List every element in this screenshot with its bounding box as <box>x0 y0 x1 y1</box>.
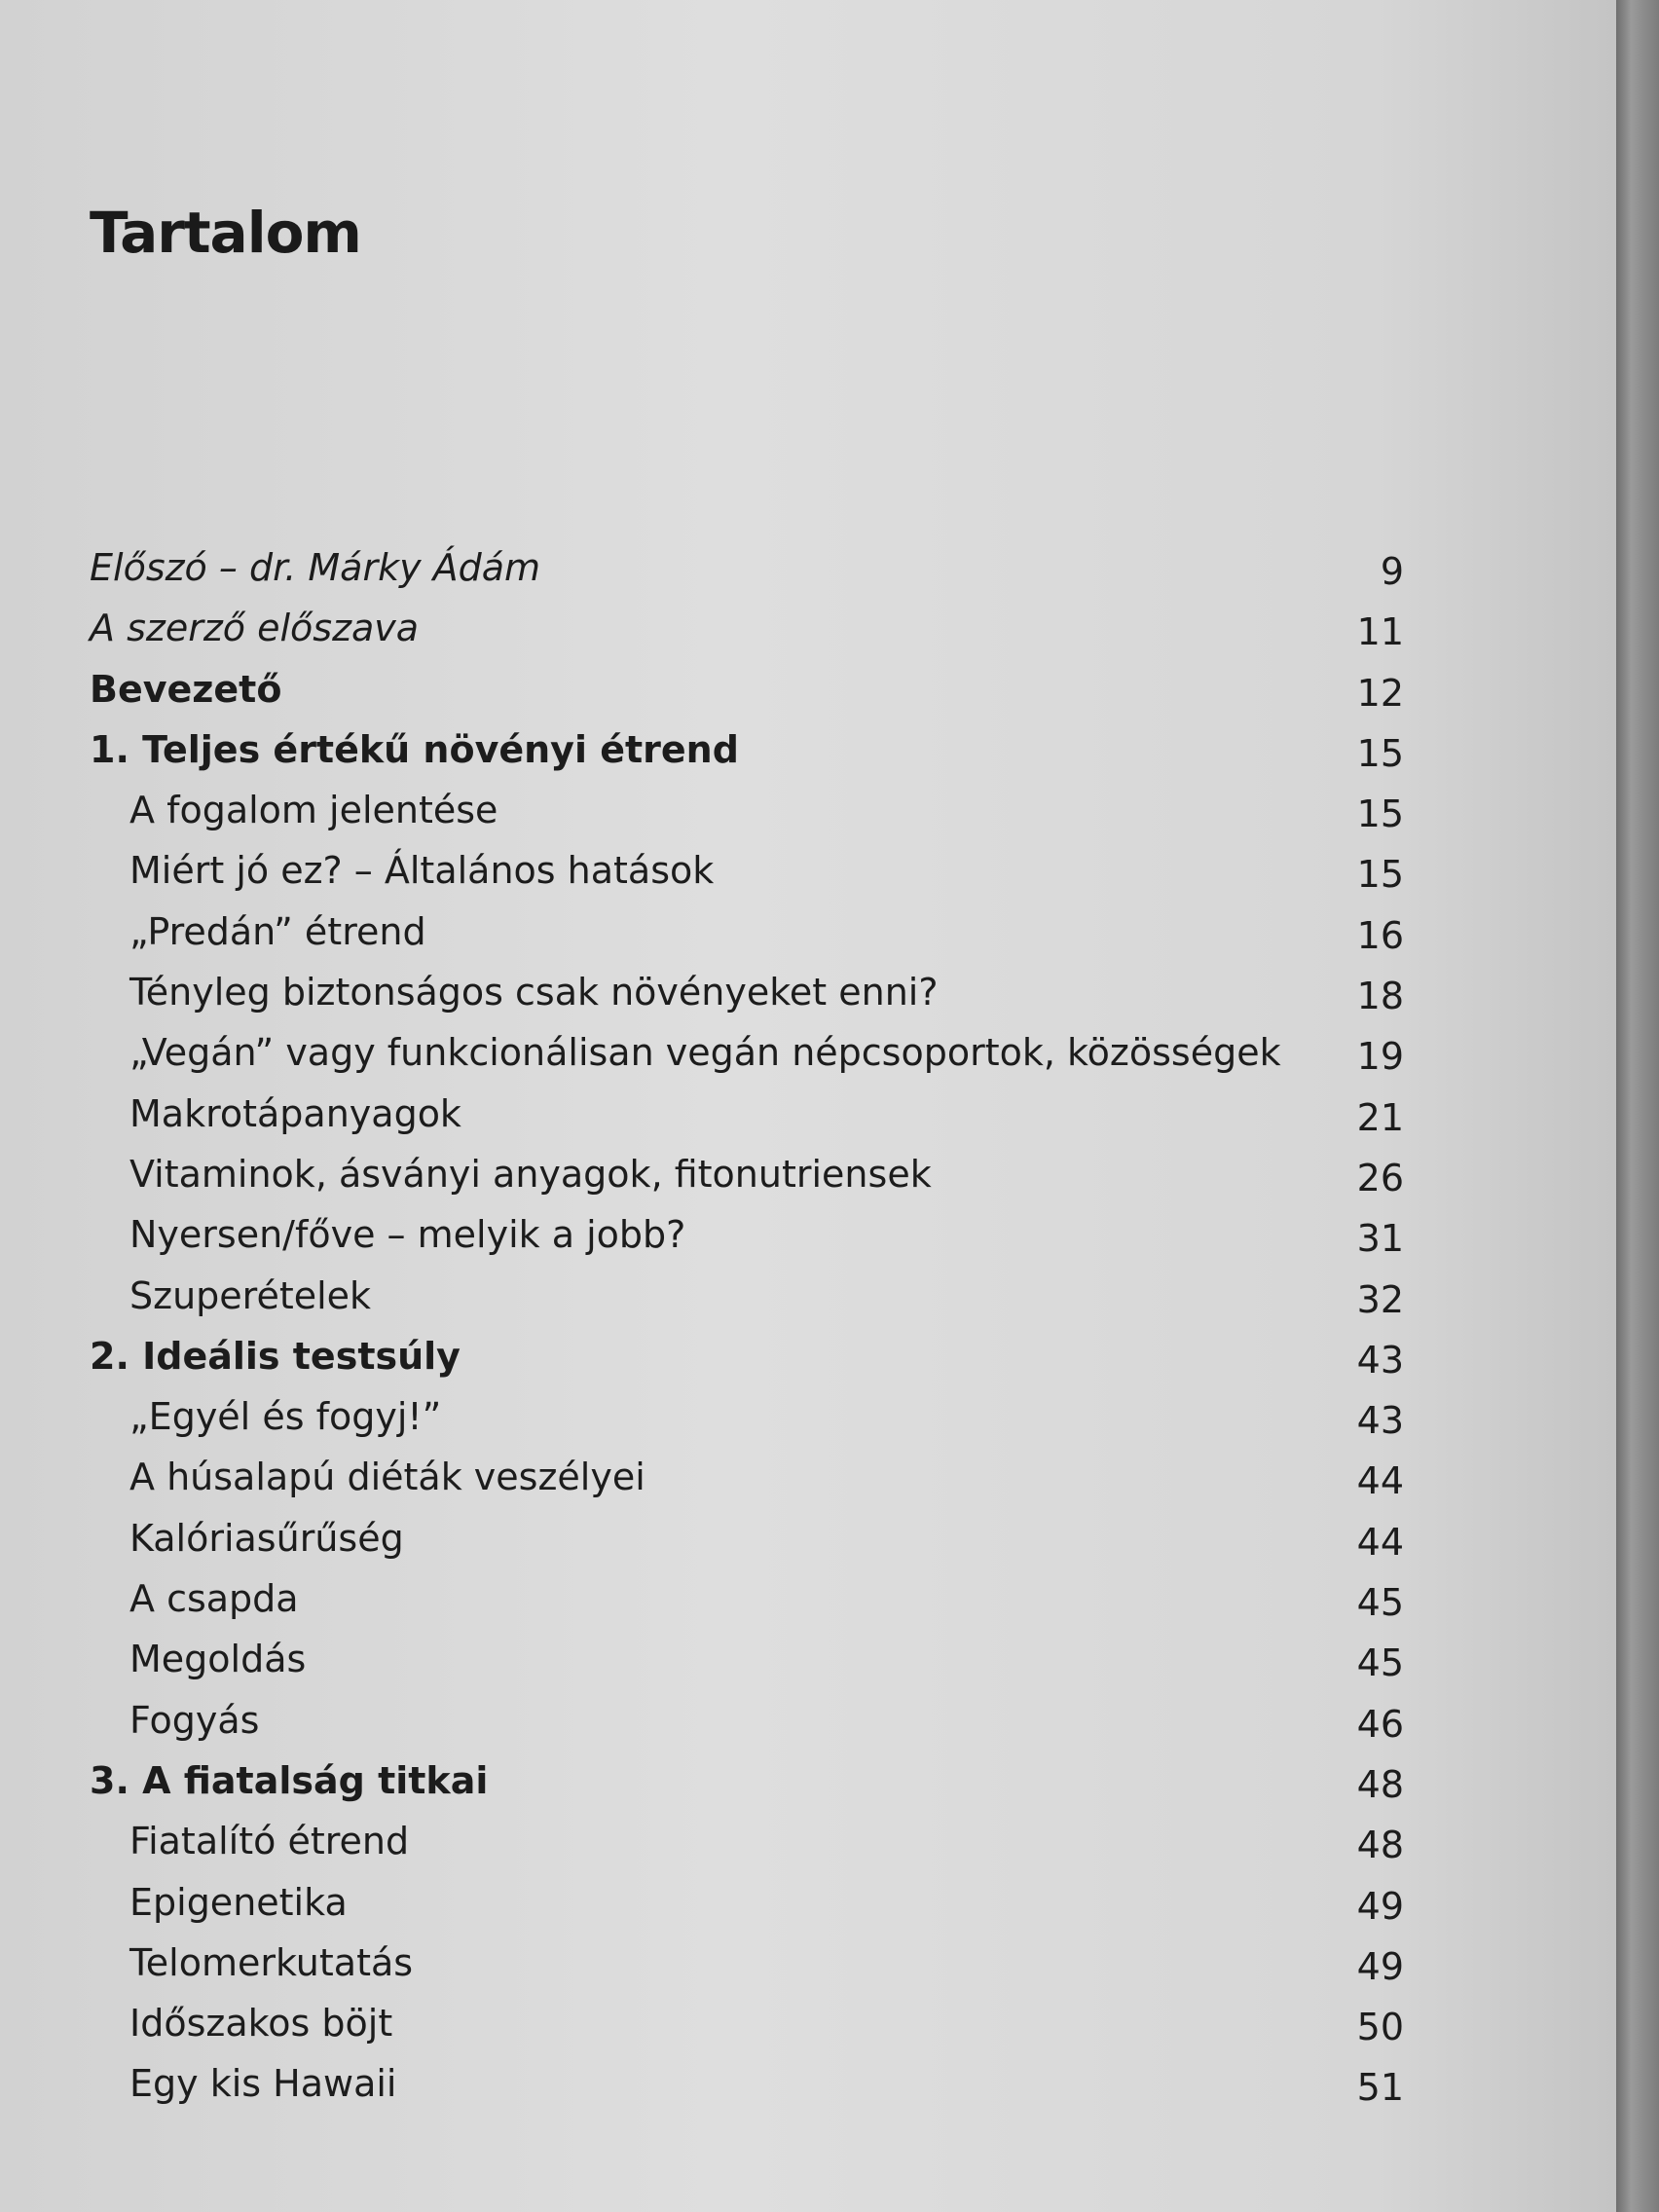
toc-entry-title: Vitaminok, ásványi anyagok, fitonutriensek <box>129 1152 932 1196</box>
toc-entry-page-number: 31 <box>1356 1217 1404 1261</box>
toc-entry-title: 3. A fiatalság titkai <box>90 1758 489 1802</box>
toc-entry-title: Fiatalító étrend <box>129 1820 410 1863</box>
toc-entry-page-number: 44 <box>1356 1459 1404 1503</box>
toc-entry-page-number: 51 <box>1356 2066 1404 2110</box>
toc-entry-title: 1. Teljes értékű növényi étrend <box>90 727 739 771</box>
toc-entry-title: Epigenetika <box>129 1880 348 1924</box>
toc-entry <box>0 2053 1616 2114</box>
toc-entry <box>0 840 1616 901</box>
toc-entry <box>0 1872 1616 1933</box>
toc-entry <box>0 659 1616 719</box>
toc-entry <box>0 1811 1616 1871</box>
toc-entry <box>0 962 1616 1022</box>
toc-entry-page-number: 15 <box>1356 793 1404 836</box>
toc-entry-title: Tényleg biztonságos csak növényeket enni? <box>129 971 939 1014</box>
toc-entry-title: 2. Ideális testsúly <box>90 1334 461 1378</box>
toc-entry <box>0 1568 1616 1629</box>
toc-entry-page-number: 48 <box>1356 1824 1404 1867</box>
toc-entry <box>0 1386 1616 1447</box>
toc-entry-title: Bevezető <box>90 667 282 711</box>
toc-entry-page-number: 12 <box>1356 671 1404 715</box>
toc-entry-page-number: 45 <box>1356 1581 1404 1625</box>
toc-entry-title: A fogalom jelentése <box>129 789 498 832</box>
toc-entry-title: Nyersen/főve – melyik a jobb? <box>129 1213 686 1257</box>
toc-entry-title: Makrotápanyagok <box>129 1091 461 1135</box>
toc-entry-page-number: 21 <box>1356 1095 1404 1139</box>
toc-entry-page-number: 32 <box>1356 1277 1404 1321</box>
toc-entry <box>0 1629 1616 1689</box>
toc-entry <box>0 1266 1616 1326</box>
toc-entry <box>0 598 1616 658</box>
toc-entry <box>0 1084 1616 1144</box>
toc-entry <box>0 1751 1616 1811</box>
toc-entry-page-number: 50 <box>1356 2006 1404 2049</box>
toc-entry-title: Telomerkutatás <box>129 1940 414 1984</box>
toc-entry <box>0 780 1616 840</box>
toc-entry-title: Megoldás <box>129 1638 307 1681</box>
toc-entry-title: Fogyás <box>129 1698 260 1742</box>
toc-entry-page-number: 9 <box>1380 550 1404 593</box>
book-spine-shadow <box>1616 0 1659 2212</box>
toc-entry-page-number: 44 <box>1356 1520 1404 1564</box>
toc-entry-page-number: 15 <box>1356 853 1404 897</box>
toc-entry-page-number: 49 <box>1356 1884 1404 1928</box>
toc-entry <box>0 1447 1616 1507</box>
toc-entry-page-number: 43 <box>1356 1338 1404 1382</box>
toc-entry-page-number: 15 <box>1356 731 1404 775</box>
toc-entry-page-number: 46 <box>1356 1702 1404 1746</box>
toc-entry <box>0 1326 1616 1386</box>
toc-entry-title: Kalóriasűrűség <box>129 1516 404 1560</box>
toc-entry <box>0 537 1616 598</box>
toc-entry <box>0 1204 1616 1265</box>
toc-entry-title: A csapda <box>129 1577 299 1621</box>
toc-entry-title: Szuperételek <box>129 1273 372 1317</box>
toc-entry-page-number: 18 <box>1356 975 1404 1018</box>
toc-entry-title: Előszó – dr. Márky Ádám <box>90 546 541 589</box>
toc-entry <box>0 902 1616 962</box>
toc-entry-title: Egy kis Hawaii <box>129 2062 397 2106</box>
toc-entry-title: Időszakos böjt <box>129 2002 393 2046</box>
toc-entry-page-number: 26 <box>1356 1156 1404 1199</box>
table-of-contents <box>0 537 1616 2115</box>
toc-entry-title: Miért jó ez? – Általános hatások <box>129 849 715 893</box>
toc-entry-title: „Egyél és fogyj!” <box>129 1395 442 1439</box>
toc-entry-page-number: 19 <box>1356 1035 1404 1079</box>
toc-entry <box>0 1993 1616 2053</box>
toc-entry <box>0 719 1616 780</box>
page-title: Tartalom <box>90 200 361 266</box>
toc-entry <box>0 1690 1616 1751</box>
toc-entry-title: A szerző előszava <box>90 607 420 650</box>
toc-entry <box>0 1144 1616 1204</box>
toc-entry <box>0 1933 1616 1993</box>
toc-entry-title: „Vegán” vagy funkcionálisan vegán népcsoportok, közösségek <box>129 1031 1281 1075</box>
toc-entry-page-number: 48 <box>1356 1762 1404 1806</box>
toc-entry <box>0 1508 1616 1568</box>
toc-entry-page-number: 49 <box>1356 1944 1404 1988</box>
toc-entry-title: A húsalapú diéták veszélyei <box>129 1456 645 1499</box>
toc-entry-page-number: 11 <box>1356 610 1404 654</box>
toc-entry <box>0 1022 1616 1083</box>
toc-entry-page-number: 16 <box>1356 913 1404 957</box>
toc-entry-page-number: 45 <box>1356 1641 1404 1685</box>
toc-entry-page-number: 43 <box>1356 1399 1404 1443</box>
toc-entry-title: „Predán” étrend <box>129 909 426 953</box>
